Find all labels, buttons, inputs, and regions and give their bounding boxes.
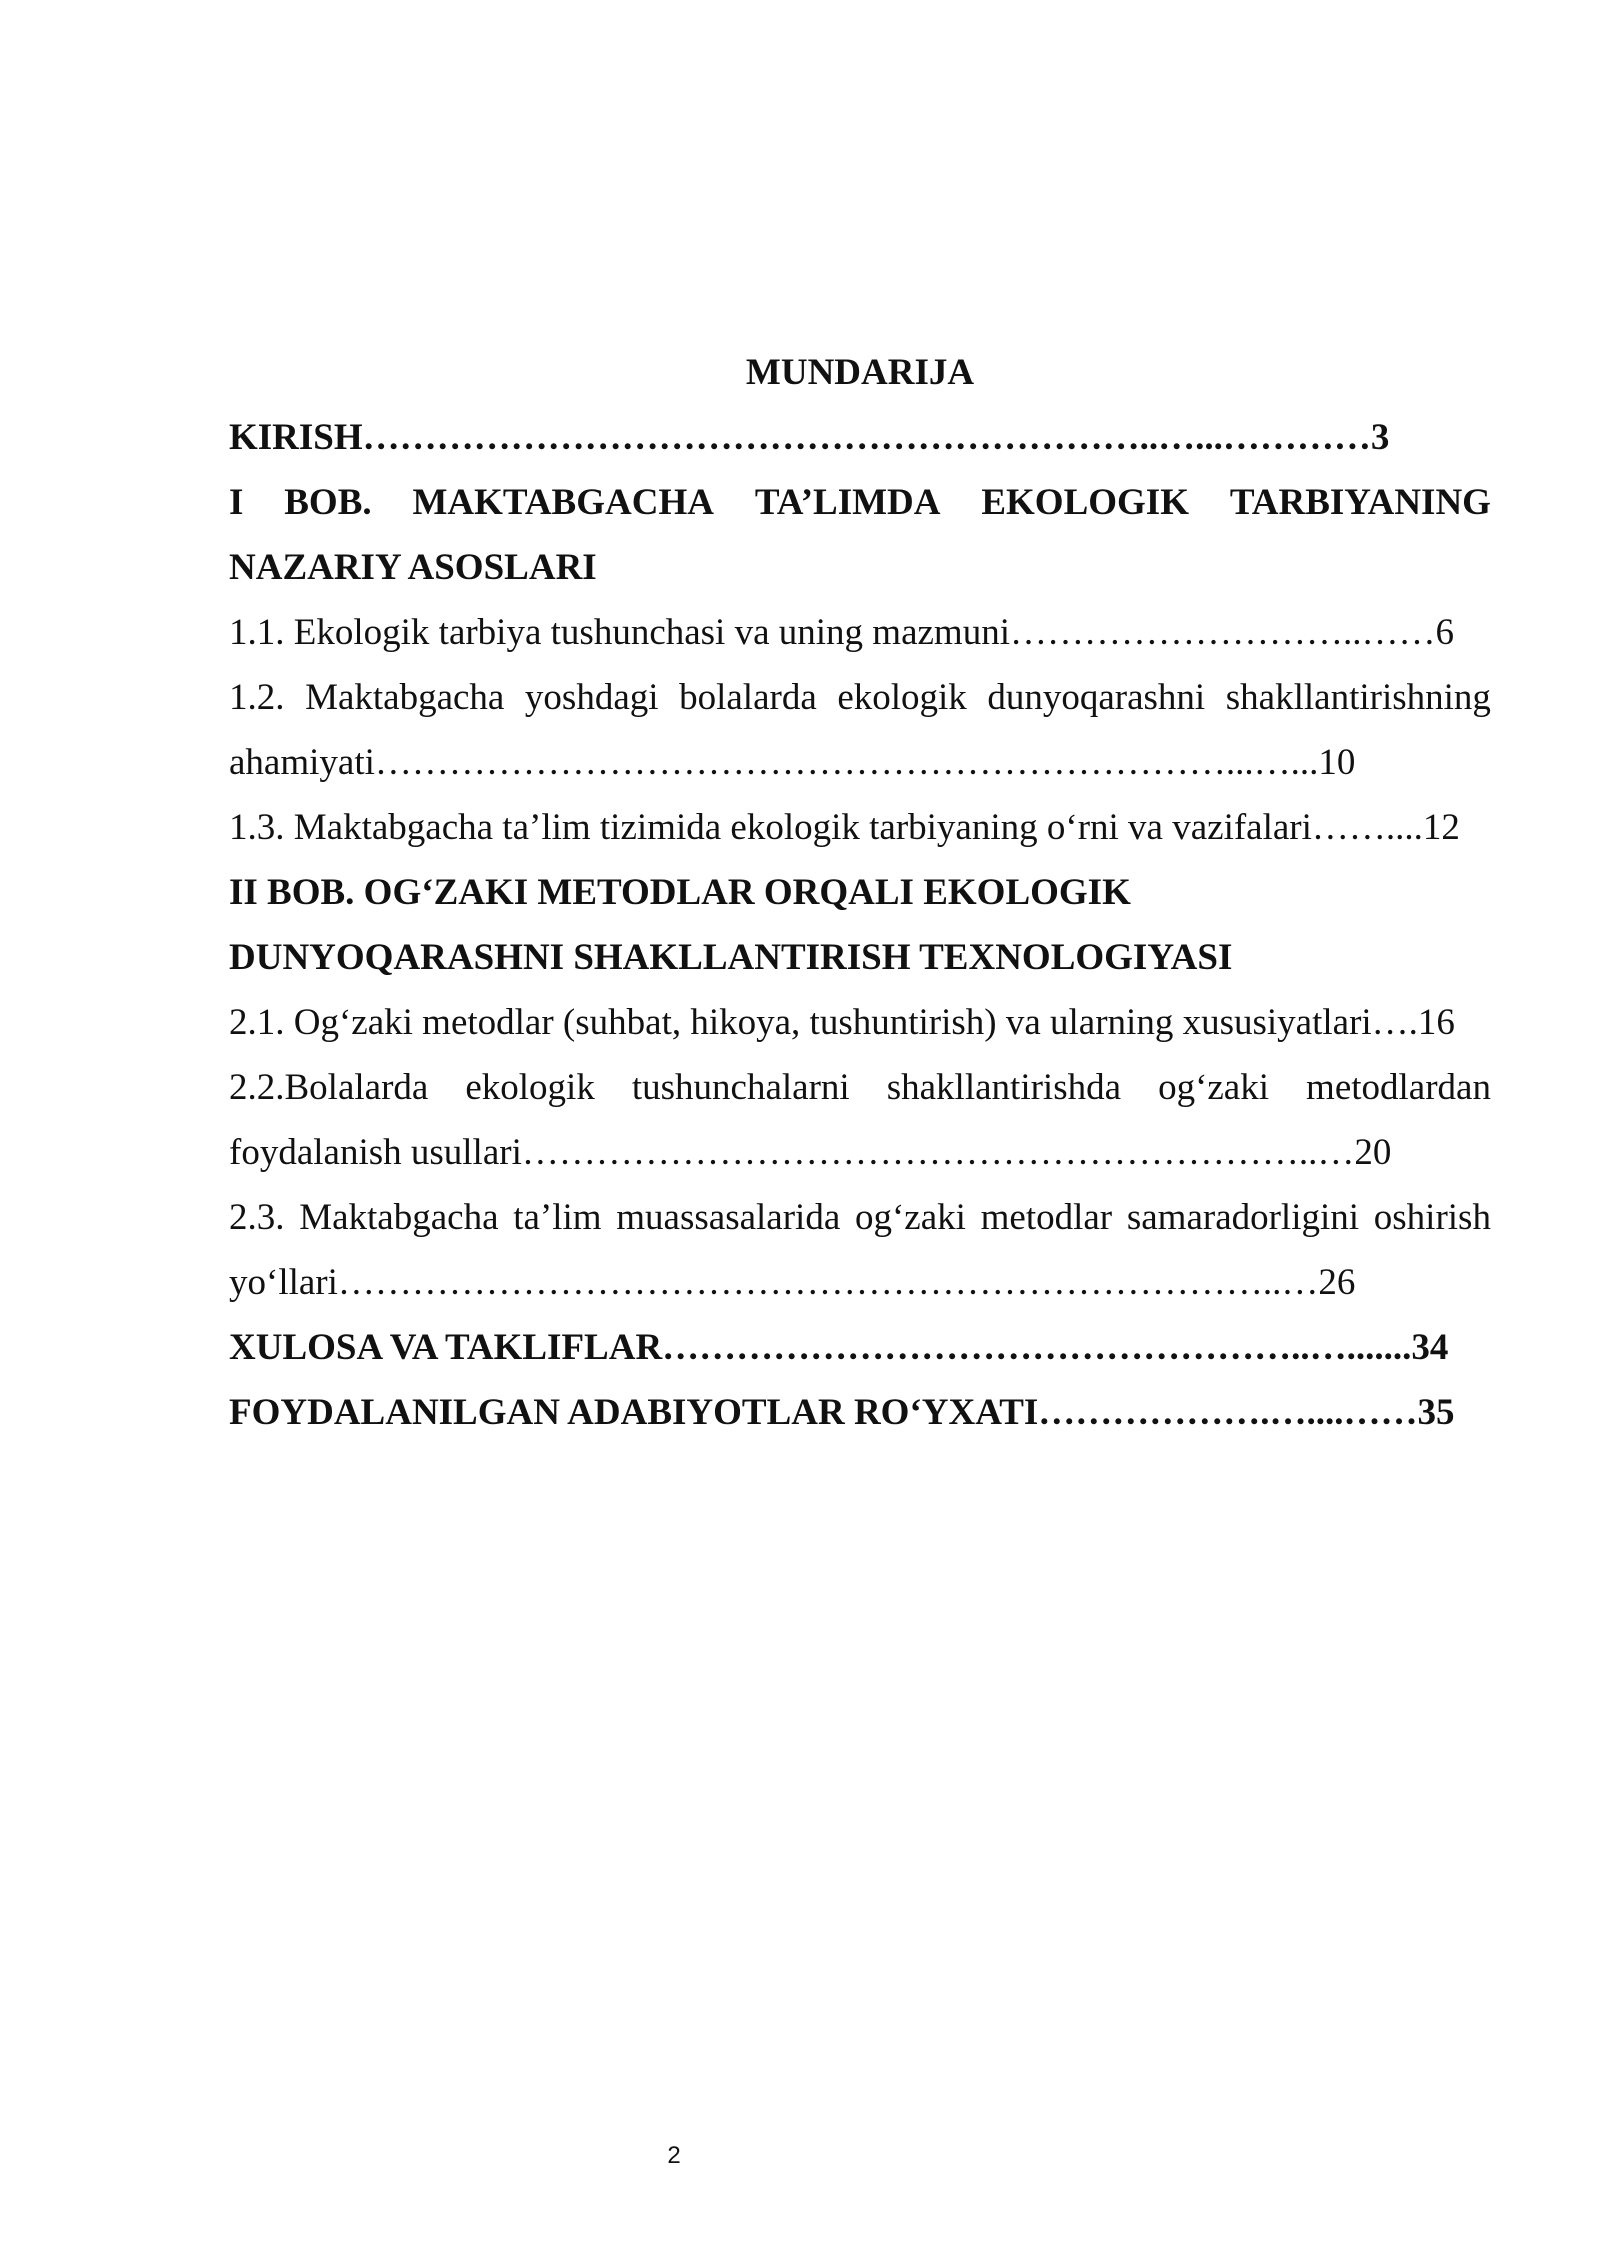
page-number: 2 <box>667 2142 681 2169</box>
toc-line: NAZARIY ASOSLARI <box>229 547 597 588</box>
toc-word: 1.2. <box>229 677 285 718</box>
toc-line: 2.1. Og‘zaki metodlar (suhbat, hikoya, tushuntirish) va ularning xususiyatlari….16 <box>229 1002 1455 1043</box>
toc-line: foydalanish usullari………………………………………………………..…20 <box>229 1132 1392 1173</box>
toc-word: BOB. <box>284 482 372 523</box>
toc-line: ahamiyati……………………………………………………………...…...10 <box>229 742 1356 783</box>
toc-word: 2.2.Bolalarda <box>229 1067 429 1108</box>
toc-word: og‘zaki <box>1158 1067 1270 1108</box>
toc-word: Maktabgacha <box>305 677 505 718</box>
toc-word: shakllantirishning <box>1225 677 1491 718</box>
toc-word: dunyoqarashni <box>987 677 1206 718</box>
toc-line-justified <box>229 470 1491 535</box>
toc-entry-kirish <box>229 405 1491 470</box>
toc-entry-2-1 <box>229 990 1491 1055</box>
toc-entry-2-3 <box>229 1185 1491 1315</box>
toc-word: samaradorligini <box>1126 1197 1360 1238</box>
toc-word: tushunchalarni <box>631 1067 850 1108</box>
toc-line: yo‘llari…………………………………………………………………..…26 <box>229 1262 1356 1303</box>
toc-entry-1-3 <box>229 795 1491 860</box>
table-of-contents <box>229 340 1491 1445</box>
toc-entry-adabiyotlar <box>229 1380 1491 1445</box>
toc-line: 1.1. Ekologik tarbiya tushunchasi va uning mazmuni………………………..……6 <box>229 612 1454 653</box>
toc-word: MAKTABGACHA <box>412 482 714 523</box>
toc-line-justified <box>229 1185 1491 1250</box>
toc-word: metodlar <box>980 1197 1113 1238</box>
toc-line: KIRISH………………………………………………………..…...…………3 <box>229 417 1390 458</box>
toc-word: og‘zaki <box>854 1197 966 1238</box>
toc-word: shakllantirishda <box>886 1067 1122 1108</box>
toc-word: ekologik <box>837 677 967 718</box>
toc-line-justified <box>229 665 1491 730</box>
toc-word: 2.3. <box>229 1197 285 1238</box>
toc-word: yoshdagi <box>524 677 659 718</box>
toc-word: TARBIYANING <box>1229 482 1491 523</box>
toc-line-justified <box>229 1055 1491 1120</box>
toc-line: 1.3. Maktabgacha ta’lim tizimida ekologik tarbiyaning o‘rni va vazifalari……....12 <box>229 807 1460 848</box>
toc-word: I <box>229 482 244 523</box>
toc-line: II BOB. OG‘ZAKI METODLAR ORQALI EKOLOGIK <box>229 872 1131 913</box>
toc-entry-chapter-1 <box>229 470 1491 600</box>
toc-entry-1-1 <box>229 600 1491 665</box>
toc-word: TA’LIMDA <box>754 482 941 523</box>
toc-line: XULOSA VA TAKLIFLAR……………………………………………..….......34 <box>229 1327 1449 1368</box>
toc-word: ekologik <box>465 1067 595 1108</box>
toc-line: FOYDALANILGAN ADABIYOTLAR RO‘YXATI……………….…....……35 <box>229 1392 1455 1433</box>
toc-entry-2-2 <box>229 1055 1491 1185</box>
toc-title: MUNDARIJA <box>745 352 975 393</box>
toc-line: DUNYOQARASHNI SHAKLLANTIRISH TEXNOLOGIYASI <box>229 937 1233 978</box>
toc-word: muassasalarida <box>616 1197 841 1238</box>
toc-entry-chapter-2 <box>229 860 1491 990</box>
toc-entry-1-2 <box>229 665 1491 795</box>
toc-word: Maktabgacha <box>299 1197 499 1238</box>
toc-word: EKOLOGIK <box>981 482 1189 523</box>
toc-word: bolalarda <box>679 677 817 718</box>
toc-entry-xulosa <box>229 1315 1491 1380</box>
toc-word: ta’lim <box>513 1197 602 1238</box>
toc-word: oshirish <box>1373 1197 1491 1238</box>
toc-word: metodlardan <box>1306 1067 1491 1108</box>
